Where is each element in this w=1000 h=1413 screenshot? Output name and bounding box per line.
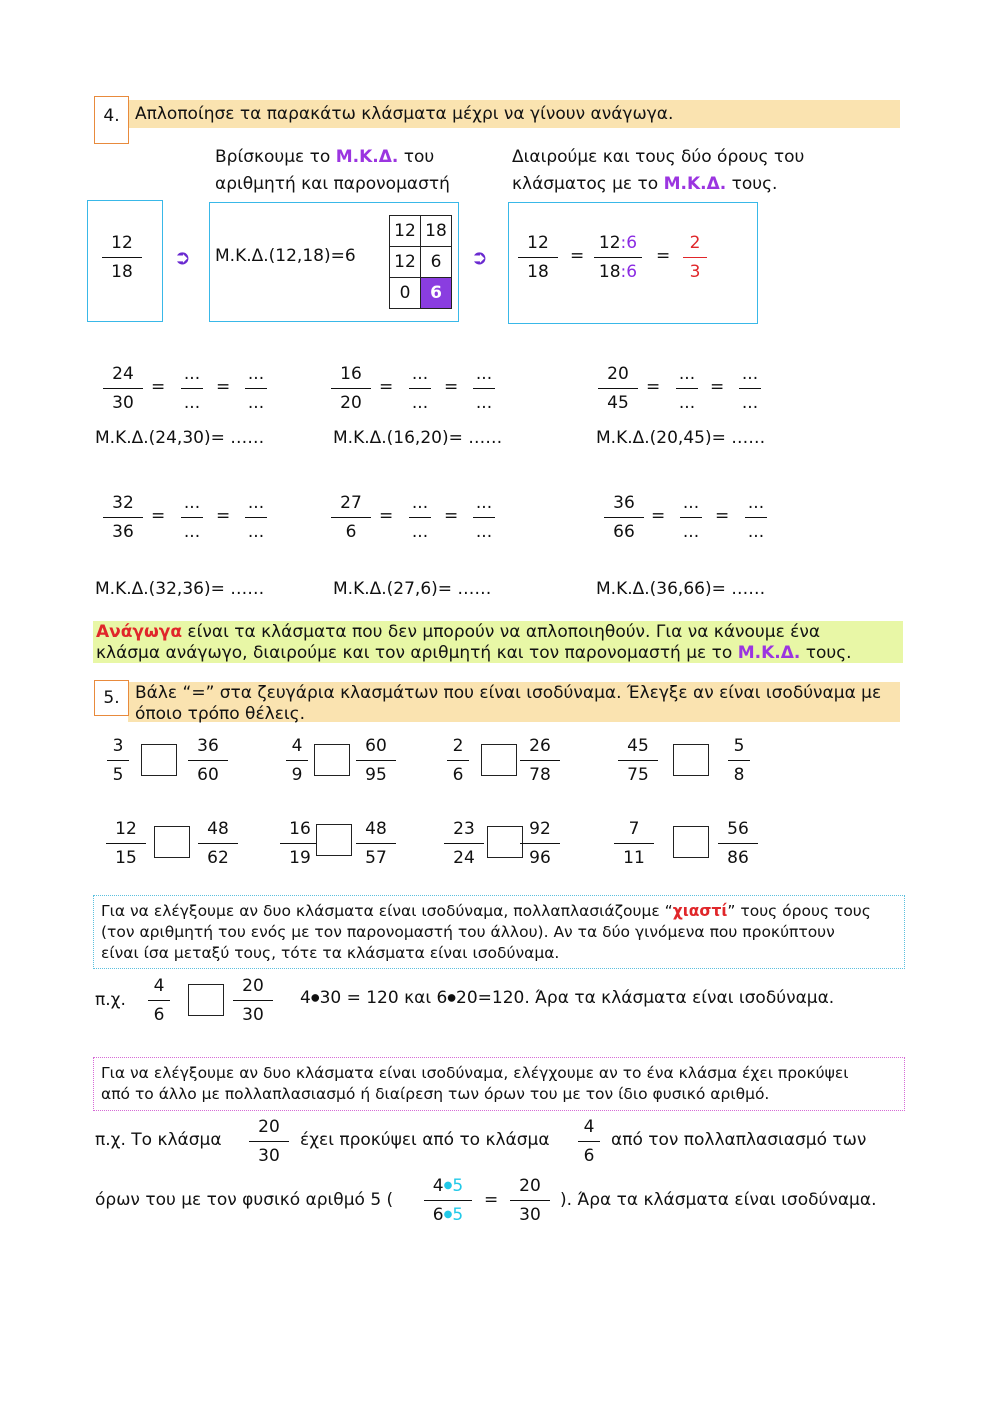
example-fraction xyxy=(102,229,142,286)
answer-box[interactable] xyxy=(316,824,352,856)
blank[interactable]: ... xyxy=(475,493,493,513)
gcd-cell: 12 xyxy=(390,247,421,278)
tip1-line1a: Για να ελέγξουμε αν δυο κλάσματα είναι ισοδύναμα, πολλαπλασιάζουμε “ xyxy=(101,902,673,920)
multiplier: 5 xyxy=(452,1205,464,1225)
fraction-numerator: 4 xyxy=(291,736,303,756)
fraction-numerator: 92 xyxy=(529,819,551,839)
tip2-line1: Για να ελέγξουμε αν δυο κλάσματα είναι ισοδύναμα, ελέγχουμε αν το ένα κλάσμα έχει προκύψει xyxy=(101,1064,849,1082)
tip2-line2: από το άλλο με πολλαπλασιασμό ή διαίρεση των όρων του με τον ίδιο φυσικό αριθμό. xyxy=(101,1085,770,1103)
definition-text xyxy=(96,622,901,664)
given-fraction xyxy=(103,360,143,417)
fraction-numerator xyxy=(433,1172,463,1200)
fraction-denominator: 19 xyxy=(289,848,311,868)
ex4-step2-text xyxy=(512,144,804,198)
ex4-step1-text xyxy=(215,144,450,198)
fraction-numerator xyxy=(599,229,637,257)
blank[interactable]: ... xyxy=(247,493,265,513)
result-fraction-3 xyxy=(683,229,707,286)
tip1-text xyxy=(101,901,871,964)
dot-icon: ● xyxy=(443,1180,453,1191)
ex4-number: 4. xyxy=(94,96,129,144)
equals-sign: = xyxy=(656,246,671,266)
blank[interactable]: ... xyxy=(682,493,700,513)
fraction-numerator: 24 xyxy=(112,364,134,384)
given-fraction xyxy=(604,489,644,546)
fraction-denominator: 60 xyxy=(197,765,219,785)
fraction-denominator: 96 xyxy=(529,848,551,868)
fraction-a xyxy=(444,815,484,872)
equals-sign: = xyxy=(651,506,666,526)
result-fraction-2 xyxy=(594,229,642,286)
fraction-numerator: 48 xyxy=(365,819,387,839)
fraction-numerator: 4 xyxy=(153,976,165,996)
answer-fraction[interactable] xyxy=(245,489,267,546)
fraction-denominator: 6 xyxy=(452,765,464,785)
divisor-part: :6 xyxy=(620,233,638,253)
fraction-numerator: 12 xyxy=(527,233,549,253)
answer-box[interactable] xyxy=(673,744,709,776)
fraction-denominator: 20 xyxy=(340,393,362,413)
blank[interactable]: ... xyxy=(411,522,429,542)
fraction-numerator: 27 xyxy=(340,493,362,513)
fraction-numerator: 4 xyxy=(583,1117,595,1137)
blank[interactable]: ... xyxy=(183,364,201,384)
answer-fraction[interactable] xyxy=(680,489,702,546)
fraction-numerator: 32 xyxy=(112,493,134,513)
fraction-numerator: 20 xyxy=(242,976,264,996)
fraction-denominator: 24 xyxy=(453,848,475,868)
blank[interactable]: ... xyxy=(183,522,201,542)
fraction-denominator: 6 xyxy=(153,1005,165,1025)
fraction-numerator: 36 xyxy=(197,736,219,756)
answer-fraction[interactable] xyxy=(676,360,698,417)
blank[interactable]: ... xyxy=(247,522,265,542)
step2-a: Διαιρούμε και τους δύο όρους του xyxy=(512,147,805,167)
fraction-denominator: 8 xyxy=(733,765,745,785)
fraction-b xyxy=(356,815,396,872)
gcd-table xyxy=(389,215,452,309)
fraction-denominator: 3 xyxy=(689,262,701,282)
answer-fraction[interactable] xyxy=(245,360,267,417)
gcd-cell: 12 xyxy=(390,216,421,247)
fraction-numerator: 16 xyxy=(340,364,362,384)
den-part: 18 xyxy=(598,262,621,282)
step1-mkd: Μ.Κ.Δ. xyxy=(335,147,399,167)
fraction-numerator: 20 xyxy=(258,1117,280,1137)
num-part: 12 xyxy=(598,233,621,253)
answer-fraction[interactable] xyxy=(473,360,495,417)
fraction-numerator: 3 xyxy=(112,736,124,756)
step1-b: του xyxy=(398,147,435,167)
blank[interactable]: ... xyxy=(682,522,700,542)
fraction-denominator: 9 xyxy=(291,765,303,785)
ex5-instruction xyxy=(135,683,881,725)
gcd-blank-line[interactable]: Μ.Κ.Δ.(36,66)= …… xyxy=(596,579,766,599)
fraction-numerator: 5 xyxy=(733,736,745,756)
fraction-denominator: 66 xyxy=(613,522,635,542)
fraction-numerator: 2 xyxy=(689,233,701,253)
example1-fraction-a xyxy=(148,972,170,1029)
fraction-denominator: 78 xyxy=(529,765,551,785)
fraction-a xyxy=(107,732,129,789)
fraction-b xyxy=(718,815,758,872)
fraction-denominator: 18 xyxy=(111,262,133,282)
blank[interactable]: ... xyxy=(411,393,429,413)
blank[interactable]: ... xyxy=(741,393,759,413)
dot-icon: ● xyxy=(310,992,320,1004)
fraction-numerator: 20 xyxy=(607,364,629,384)
equals-sign: = xyxy=(444,506,459,526)
fraction-b xyxy=(356,732,396,789)
gcd-result-cell: 6 xyxy=(421,278,452,309)
example2-prefix: π.χ. Το κλάσμα xyxy=(95,1130,222,1150)
example2-fraction-1 xyxy=(249,1113,289,1170)
ex5-number: 5. xyxy=(94,680,129,716)
example1-t2: 30 = 120 και 6 xyxy=(319,988,448,1008)
num-part: 4 xyxy=(432,1176,444,1196)
example1-box xyxy=(188,984,224,1016)
fraction-denominator xyxy=(433,1201,463,1229)
arrow-icon: ➲ xyxy=(471,245,488,269)
blank[interactable]: ... xyxy=(183,393,201,413)
fraction-denominator: 62 xyxy=(207,848,229,868)
gcd-blank-line[interactable]: Μ.Κ.Δ.(24,30)= …… xyxy=(95,428,265,448)
equals-sign: = xyxy=(710,377,725,397)
given-fraction xyxy=(598,360,638,417)
gcd-blank-line[interactable]: Μ.Κ.Δ.(16,20)= …… xyxy=(333,428,503,448)
equals-sign: = xyxy=(151,506,166,526)
equals-sign: = xyxy=(444,377,459,397)
given-fraction xyxy=(103,489,143,546)
fraction-numerator: 45 xyxy=(627,736,649,756)
tip1-line1b: ” τους όρους τους xyxy=(727,902,871,920)
blank[interactable]: ... xyxy=(183,493,201,513)
tip2-text xyxy=(101,1063,848,1105)
equals-sign: = xyxy=(379,506,394,526)
definition-line1: είναι τα κλάσματα που δεν μπορούν να απλοποιηθούν. Για να κάνουμε ένα xyxy=(182,622,821,642)
equals-sign: = xyxy=(216,506,231,526)
blank[interactable]: ... xyxy=(747,522,765,542)
multiplier: 5 xyxy=(452,1176,464,1196)
equals-sign: = xyxy=(646,377,661,397)
blank[interactable]: ... xyxy=(475,522,493,542)
gcd-blank-line[interactable]: Μ.Κ.Δ.(20,45)= …… xyxy=(596,428,766,448)
answer-box[interactable] xyxy=(314,744,350,776)
blank[interactable]: ... xyxy=(475,364,493,384)
equals-sign: = xyxy=(570,246,585,266)
blank[interactable]: ... xyxy=(678,364,696,384)
fraction-numerator: 56 xyxy=(727,819,749,839)
blank[interactable]: ... xyxy=(411,493,429,513)
fraction-denominator: 57 xyxy=(365,848,387,868)
example1-text xyxy=(300,988,834,1008)
definition-line2b: τους. xyxy=(800,643,852,663)
step1-c: αριθμητή και παρονομαστή xyxy=(215,174,450,194)
fraction-numerator: 20 xyxy=(519,1176,541,1196)
step2-mkd: Μ.Κ.Δ. xyxy=(663,174,727,194)
example1-t3: 20=120. Άρα τα κλάσματα είναι ισοδύναμα. xyxy=(456,988,835,1008)
fraction-denominator: 15 xyxy=(115,848,137,868)
fraction-b xyxy=(728,732,750,789)
tip1-line3: είναι ίσα μεταξύ τους, τότε τα κλάσματα είναι ισοδύναμα. xyxy=(101,944,560,962)
fraction-numerator: 7 xyxy=(628,819,640,839)
answer-fraction[interactable] xyxy=(745,489,767,546)
fraction-numerator: 26 xyxy=(529,736,551,756)
ex5-instruction-1: Βάλε “=” στα ζευγάρια κλασμάτων που είναι ισοδύναμα. Έλεγξε αν είναι ισοδύναμα με xyxy=(135,683,882,703)
fraction-denominator: 86 xyxy=(727,848,749,868)
fraction-denominator: 36 xyxy=(112,522,134,542)
definition-mkd: Μ.Κ.Δ. xyxy=(737,643,801,663)
divisor-part: :6 xyxy=(620,262,638,282)
given-fraction xyxy=(331,360,371,417)
fraction-a xyxy=(614,815,654,872)
equals-sign: = xyxy=(151,377,166,397)
blank[interactable]: ... xyxy=(475,393,493,413)
fraction-denominator: 30 xyxy=(258,1146,280,1166)
blank[interactable]: ... xyxy=(411,364,429,384)
answer-fraction[interactable] xyxy=(473,489,495,546)
blank[interactable]: ... xyxy=(678,393,696,413)
blank[interactable]: ... xyxy=(247,393,265,413)
arrow-icon: ➲ xyxy=(174,245,191,269)
fraction-numerator: 23 xyxy=(453,819,475,839)
answer-fraction[interactable] xyxy=(409,360,431,417)
answer-box[interactable] xyxy=(673,826,709,858)
fraction-denominator: 30 xyxy=(112,393,134,413)
fraction-denominator: 11 xyxy=(623,848,645,868)
example1-t1: 4 xyxy=(300,988,311,1008)
blank[interactable]: ... xyxy=(247,364,265,384)
fraction-numerator: 2 xyxy=(452,736,464,756)
definition-line2a: κλάσμα ανάγωγο, διαιρούμε και τον αριθμητή και τον παρονομαστή με το xyxy=(96,643,738,663)
den-part: 6 xyxy=(432,1205,444,1225)
gcd-blank-line[interactable]: Μ.Κ.Δ.(27,6)= …… xyxy=(333,579,492,599)
example2-mid: έχει προκύψει από το κλάσμα xyxy=(300,1130,550,1150)
fraction-numerator: 36 xyxy=(613,493,635,513)
step1-a: Βρίσκουμε το xyxy=(215,147,336,167)
gcd-cell: 0 xyxy=(390,278,421,309)
tip1-line2: (τον αριθμητή του ενός με τον παρονομαστή του άλλου). Αν τα δύο γινόμενα που προκύπτουν xyxy=(101,923,835,941)
fraction-a xyxy=(286,732,308,789)
fraction-numerator: 60 xyxy=(365,736,387,756)
fraction-b xyxy=(520,815,560,872)
example1-fraction-b xyxy=(233,972,273,1029)
gcd-cell: 18 xyxy=(421,216,452,247)
answer-box[interactable] xyxy=(154,826,190,858)
fraction-denominator: 5 xyxy=(112,765,124,785)
fraction-numerator: 16 xyxy=(289,819,311,839)
answer-box[interactable] xyxy=(481,744,517,776)
answer-fraction[interactable] xyxy=(181,489,203,546)
fraction-denominator: 6 xyxy=(583,1146,595,1166)
step2-b: κλάσματος με το xyxy=(512,174,664,194)
fraction-a xyxy=(106,815,146,872)
tip1-word: χιαστί xyxy=(672,902,728,920)
equals-sign: = xyxy=(484,1190,499,1210)
example2-line2a: όρων του με τον φυσικό αριθμό 5 ( xyxy=(95,1190,394,1210)
given-fraction xyxy=(331,489,371,546)
blank[interactable]: ... xyxy=(747,493,765,513)
example2-fraction-4 xyxy=(510,1172,550,1229)
fraction-a xyxy=(447,732,469,789)
ex4-instruction: Απλοποίησε τα παρακάτω κλάσματα μέχρι να γίνουν ανάγωγα. xyxy=(135,104,674,124)
result-fraction-1 xyxy=(518,229,558,286)
fraction-b xyxy=(520,732,560,789)
fraction-numerator: 12 xyxy=(115,819,137,839)
example2-fraction-2 xyxy=(578,1113,600,1170)
fraction-denominator: 18 xyxy=(527,262,549,282)
dot-icon: ● xyxy=(447,992,457,1004)
definition-word: Ανάγωγα xyxy=(96,622,183,642)
fraction-a xyxy=(280,815,320,872)
answer-fraction[interactable] xyxy=(739,360,761,417)
example2-end: από τον πολλαπλασιασμό των xyxy=(611,1130,867,1150)
fraction-b xyxy=(188,732,228,789)
fraction-denominator: 75 xyxy=(627,765,649,785)
fraction-denominator: 30 xyxy=(242,1005,264,1025)
fraction-numerator: 12 xyxy=(111,233,133,253)
fraction-denominator: 45 xyxy=(607,393,629,413)
blank[interactable]: ... xyxy=(741,364,759,384)
fraction-numerator: 48 xyxy=(207,819,229,839)
fraction-denominator: 30 xyxy=(519,1205,541,1225)
example2-fraction-3 xyxy=(424,1172,472,1229)
answer-box[interactable] xyxy=(487,826,523,858)
ex5-instruction-2: όποιο τρόπο θέλεις. xyxy=(135,704,306,724)
dot-icon: ● xyxy=(443,1209,453,1220)
fraction-denominator xyxy=(599,258,637,286)
answer-box[interactable] xyxy=(141,744,177,776)
example1-prefix: π.χ. xyxy=(95,990,126,1010)
gcd-blank-line[interactable]: Μ.Κ.Δ.(32,36)= …… xyxy=(95,579,265,599)
equals-sign: = xyxy=(379,377,394,397)
gcd-label: Μ.Κ.Δ.(12,18)=6 xyxy=(215,246,356,266)
equals-sign: = xyxy=(216,377,231,397)
equals-sign: = xyxy=(715,506,730,526)
answer-fraction[interactable] xyxy=(181,360,203,417)
step2-c: τους. xyxy=(726,174,778,194)
fraction-a xyxy=(618,732,658,789)
gcd-cell: 6 xyxy=(421,247,452,278)
answer-fraction[interactable] xyxy=(409,489,431,546)
fraction-denominator: 95 xyxy=(365,765,387,785)
fraction-denominator: 6 xyxy=(345,522,357,542)
example2-line2b: ). Άρα τα κλάσματα είναι ισοδύναμα. xyxy=(560,1190,877,1210)
fraction-b xyxy=(198,815,238,872)
